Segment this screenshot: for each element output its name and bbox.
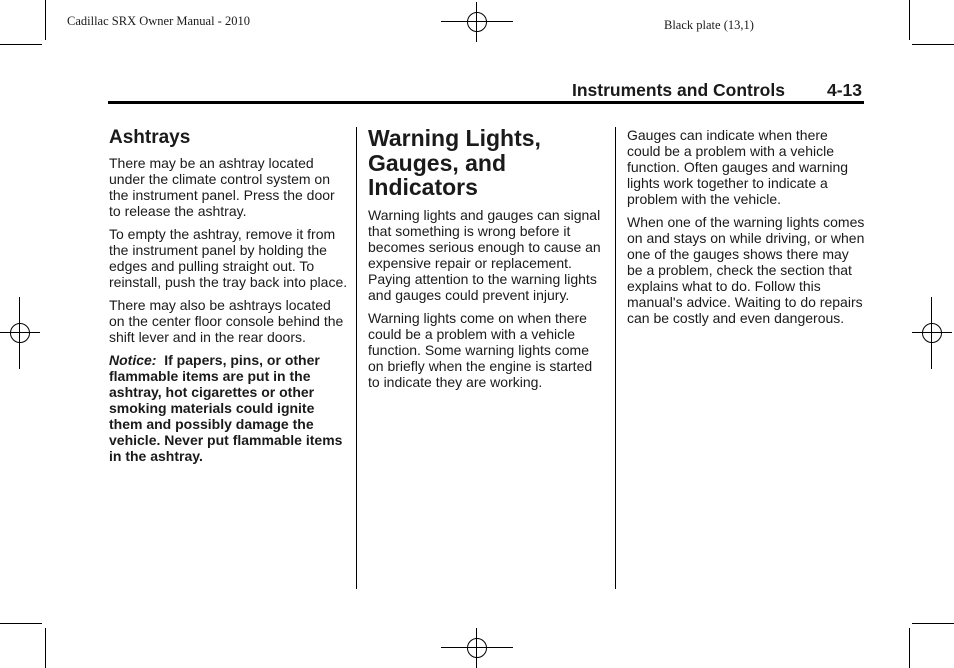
column-ashtrays [109, 155, 349, 471]
crop-mark-bottom-left-h [0, 623, 42, 624]
header-rule [108, 101, 864, 104]
crop-mark-top-left-v [45, 0, 46, 40]
column-gauges [627, 127, 865, 333]
notice-text: If papers, pins, or other flammable items are put in the ashtray, hot cigarettes or other smoking materials could ignite them and possibly damage the vehicle. Never put flammable items in the ashtray. [109, 352, 343, 464]
crop-mark-bottom-right-v [909, 628, 910, 668]
heading-ashtrays: Ashtrays [109, 127, 191, 148]
paragraph: There may be an ashtray located under the climate control system on the instrument panel. Press the door to release the ashtray. [109, 155, 335, 219]
heading-warning-lights: Warning Lights, Gauges, and Indicators [368, 125, 541, 200]
crop-mark-bottom-left-v [45, 628, 46, 668]
registration-crosshair-top [441, 2, 513, 42]
crop-mark-top-right-v [909, 0, 910, 40]
paragraph: Warning lights and gauges can signal that something is wrong before it becomes serious enough to cause an expensive repair or replacement. Paying attention to the warning lights and gauges could prevent injury. [368, 207, 601, 303]
registration-crosshair-right [912, 297, 952, 369]
column-warning-lights [368, 207, 606, 397]
column-divider-1 [356, 127, 357, 589]
page-number: 4-13 [827, 80, 863, 100]
registration-crosshair-left [0, 297, 40, 369]
plate-info-right: Black plate (13,1) [664, 18, 754, 32]
running-header-title: Instruments and Controls [572, 80, 785, 100]
paragraph: Warning lights come on when there could be a problem with a vehicle function. Some warning lights come on briefly when the engine is started to indicate they are working. [368, 310, 593, 390]
registration-crosshair-bottom [441, 628, 513, 668]
column-divider-2 [615, 127, 616, 589]
paragraph: Gauges can indicate when there could be a problem with a vehicle function. Often gauges and warning lights work together to indicate a problem with the vehicle. [627, 127, 849, 207]
paragraph: There may also be ashtrays located on the center floor console behind the shift lever and in the rear doors. [109, 297, 344, 345]
paragraph: To empty the ashtray, remove it from the instrument panel by holding the edges and pulling straight out. To reinstall, push the tray back into place. [109, 226, 348, 290]
notice-block [109, 352, 349, 464]
crop-mark-top-right-h [912, 44, 954, 45]
crop-mark-top-left-h [0, 44, 42, 45]
crop-mark-bottom-right-h [912, 623, 954, 624]
plate-info-left: Cadillac SRX Owner Manual - 2010 [67, 14, 250, 28]
paragraph: When one of the warning lights comes on and stays on while driving, or when one of the gauges shows there may be a problem, check the section that explains what to do. Follow this manual's advice. Waiting to do repairs can be costly and even dangerous. [627, 214, 865, 326]
notice-label: Notice: [109, 352, 157, 368]
